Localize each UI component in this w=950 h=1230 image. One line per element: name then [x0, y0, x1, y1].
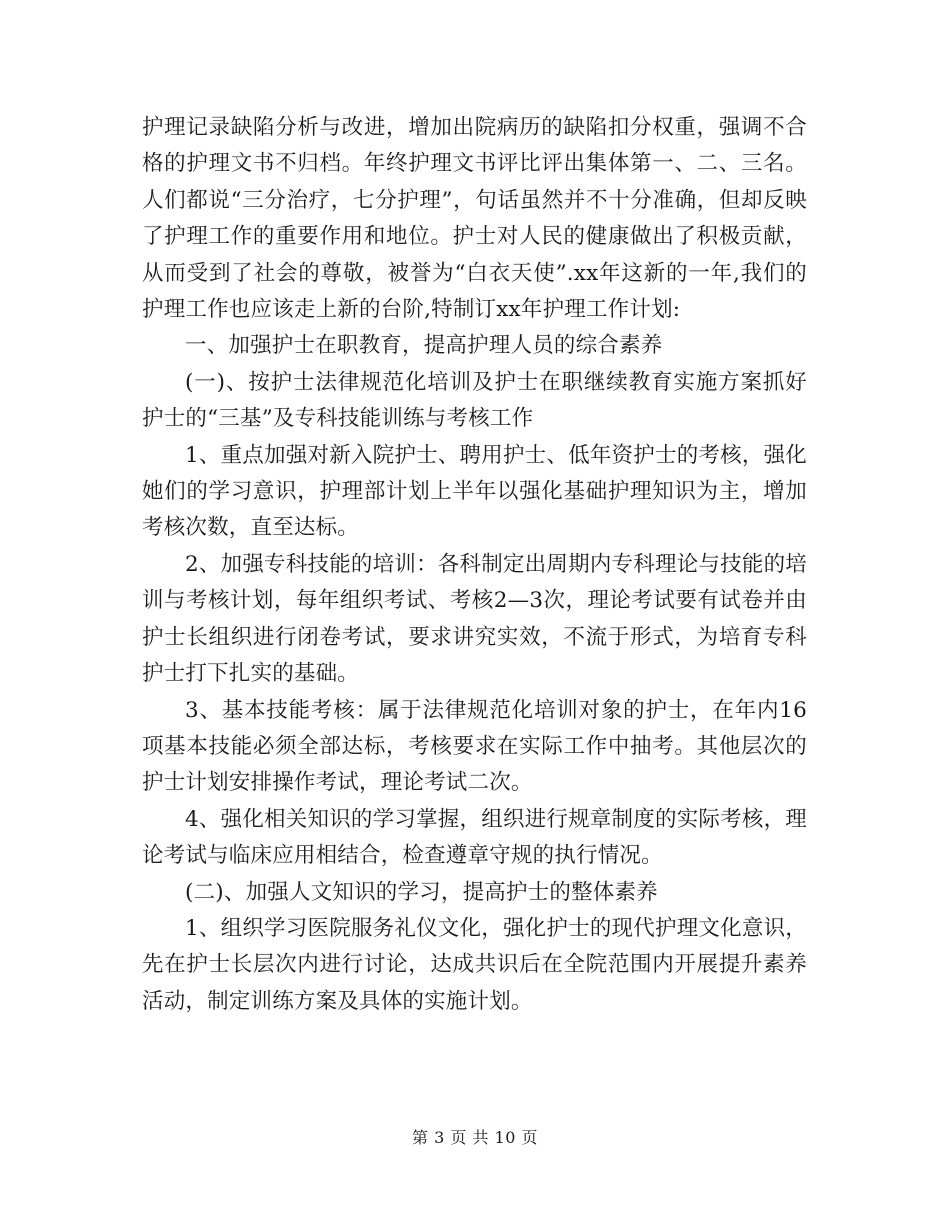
- document-body: [142, 110, 807, 1020]
- list-item-3: 3、基本技能考核：属于法律规范化培训对象的护士，在年内16项基本技能必须全部达标，考核要求在实际工作中抽考。其他层次的护士计划安排操作考试，理论考试二次。: [142, 697, 807, 796]
- list-item-1: 1、重点加强对新入院护士、聘用护士、低年资护士的考核，强化她们的学习意识，护理部计划上半年以强化基础护理知识为主，增加考核次数，直至达标。: [142, 442, 807, 541]
- list-item-5: 1、组织学习医院服务礼仪文化，强化护士的现代护理文化意识，先在护士长层次内进行讨论，达成共识后在全院范围内开展提升素养活动，制定训练方案及具体的实施计划。: [142, 915, 807, 1014]
- section-heading-1: 一、加强护士在职教育，提高护理人员的综合素养: [185, 333, 663, 359]
- list-item-4: 4、强化相关知识的学习掌握，组织进行规章制度的实际考核，理论考试与临床应用相结合，检查遵章守规的执行情况。: [142, 806, 807, 869]
- subsection-heading-1: (一)、按护士法律规范化培训及护士在职继续教育实施方案抓好护士的“三基”及专科技能训练与考核工作: [142, 369, 807, 432]
- subsection-heading-2: (二)、加强人文知识的学习，提高护士的整体素养: [185, 879, 658, 905]
- paragraph-continuation: 护理记录缺陷分析与改进，增加出院病历的缺陷扣分权重，强调不合格的护理文书不归档。年终护理文书评比评出集体第一、二、三名。人们都说“三分治疗，七分护理”，句话虽然并不十分准确，但却反映了护理工作的重要作用和地位。护士对人民的健康做出了积极贡献，从而受到了社会的尊敬，被誉为“白衣天使”.xx年这新的一年,我们的护理工作也应该走上新的台阶,特制订xx年护理工作计划:: [142, 115, 807, 323]
- list-item-2: 2、加强专科技能的培训：各科制定出周期内专科理论与技能的培训与考核计划，每年组织考试、考核2—3次，理论考试要有试卷并由护士长组织进行闭卷考试，要求讲究实效，不流于形式，为培育专科护士打下扎实的基础。: [142, 551, 807, 687]
- page-footer: 第 3 页 共 10 页: [412, 1128, 538, 1147]
